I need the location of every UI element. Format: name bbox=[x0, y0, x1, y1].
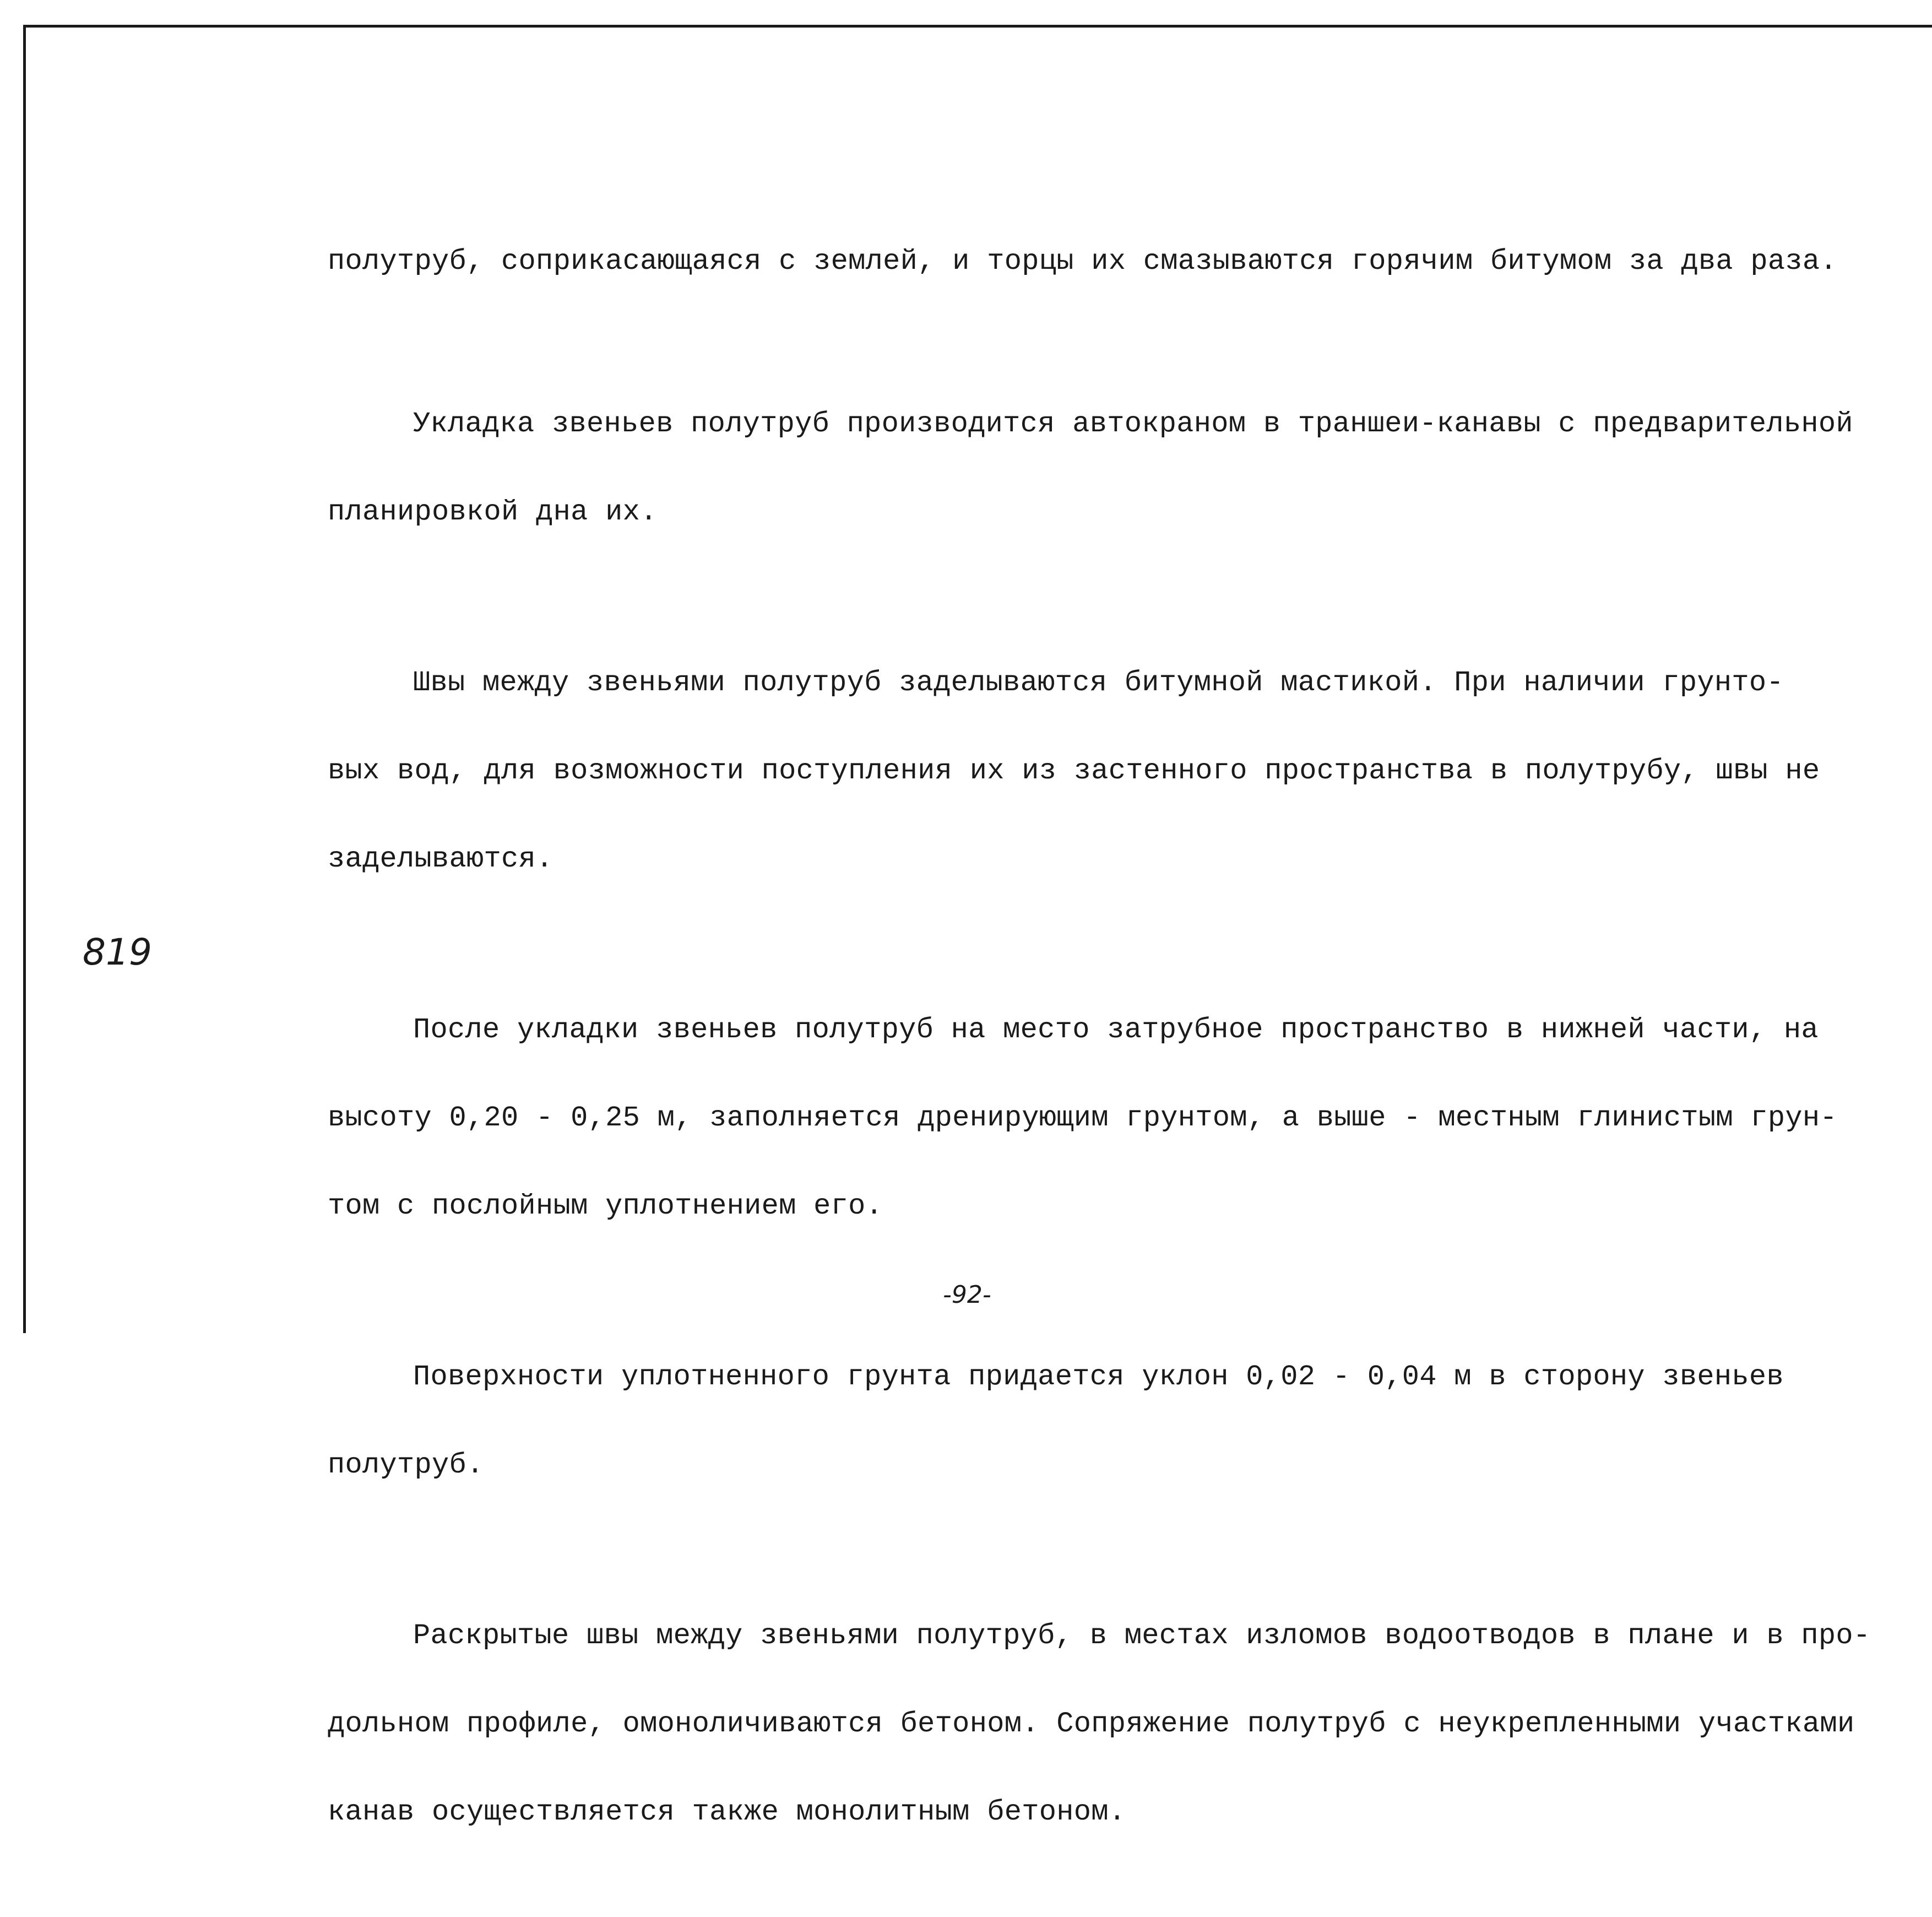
paragraph-2 bbox=[328, 358, 1886, 578]
paragraph-line: Укладка звеньев полутруб производится автокраном в траншеи-канавы с предварительной bbox=[413, 408, 1853, 440]
paragraph-5 bbox=[328, 1311, 1886, 1531]
paragraph-line: высоту 0,20 - 0,25 м, заполняется дренирующим грунтом, а выше - местным глинистым грун- bbox=[328, 1102, 1837, 1134]
paragraph-3 bbox=[328, 617, 1886, 925]
paragraph-line: заделываются. bbox=[328, 843, 553, 875]
paragraph-line: планировкой дна их. bbox=[328, 496, 658, 528]
document-body bbox=[328, 196, 1886, 1917]
paragraph-1 bbox=[328, 196, 1886, 328]
paragraph-4 bbox=[328, 964, 1886, 1272]
paragraph-line: полутруб, соприкасающаяся с землей, и торцы их смазываются горячим битумом за два раза. bbox=[328, 245, 1837, 278]
page-frame-top-border bbox=[25, 25, 1932, 28]
paragraph-line: Поверхности уплотненного грунта придается уклон 0,02 - 0,04 м в сторону звеньев bbox=[413, 1361, 1784, 1393]
page-frame-left-border bbox=[23, 25, 26, 1333]
paragraph-6 bbox=[328, 1570, 1886, 1878]
paragraph-line: дольном профиле, омоноличиваются бетоном. Сопряжение полутруб с неукрепленными участками bbox=[328, 1708, 1855, 1740]
paragraph-line: том с послойным уплотнением его. bbox=[328, 1190, 883, 1222]
paragraph-line: Швы между звеньями полутруб заделываются битумной мастикой. При наличии грунто- bbox=[413, 667, 1784, 699]
paragraph-line: После укладки звеньев полутруб на место затрубное пространство в нижней части, на bbox=[413, 1014, 1819, 1046]
paragraph-line: Раскрытые швы между звеньями полутруб, в местах изломов водоотводов в плане и в про- bbox=[413, 1620, 1871, 1652]
handwritten-margin-note: 819 bbox=[83, 931, 152, 973]
paragraph-line: вых вод, для возможности поступления их из застенного пространства в полутрубу, швы не bbox=[328, 755, 1820, 787]
paragraph-line: полутруб. bbox=[328, 1449, 484, 1481]
paragraph-line: канав осуществляется также монолитным бетоном. bbox=[328, 1796, 1126, 1828]
page-number: -92- bbox=[943, 1281, 991, 1309]
